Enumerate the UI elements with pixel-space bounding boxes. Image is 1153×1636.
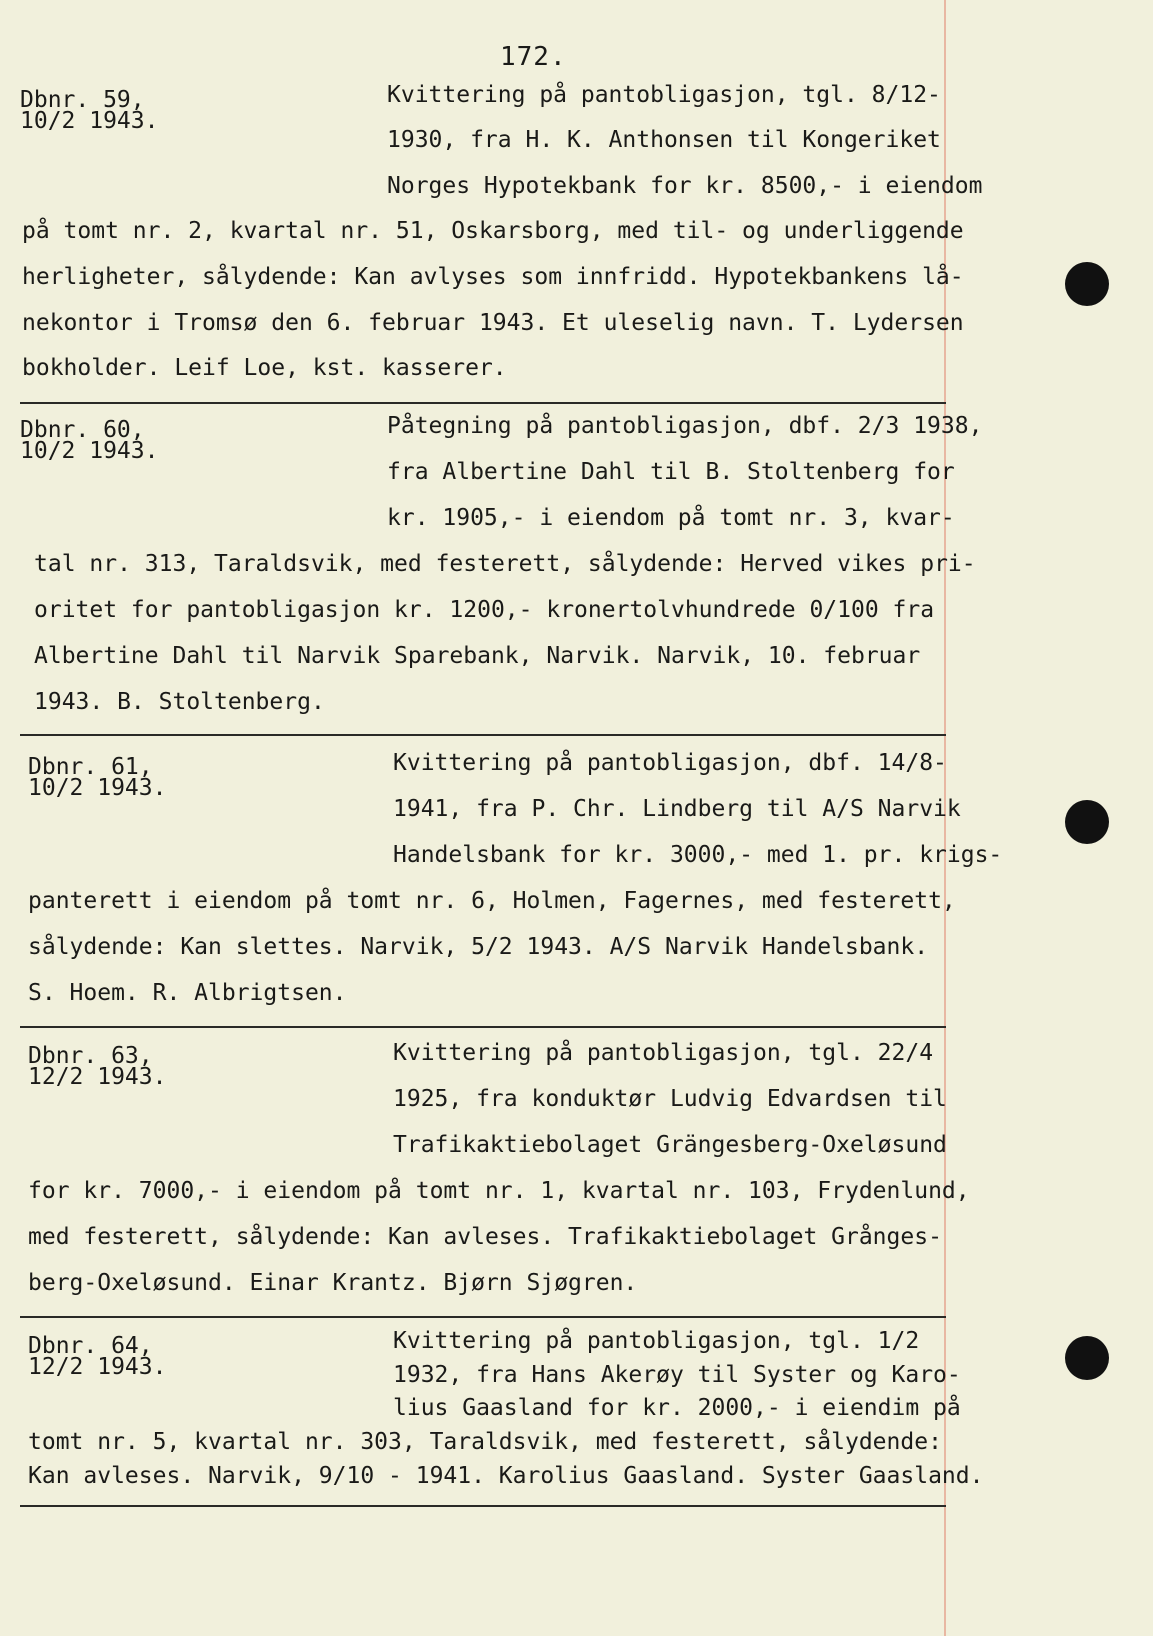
entry-line: nekontor i Tromsø den 6. februar 1943. Et uleselig navn. T. Lydersen <box>22 310 964 336</box>
entry-line: kr. 1905,- i eiendom på tomt nr. 3, kvar- <box>387 505 955 531</box>
entry-line: oritet for pantobligasjon kr. 1200,- kronertolvhundrede 0/100 fra <box>34 597 935 623</box>
entry-date: 10/2 1943. <box>20 108 159 134</box>
entry-line: lius Gaasland for kr. 2000,- i eiendim på <box>393 1395 961 1421</box>
page-number: 172. <box>500 42 567 72</box>
entry-ref <box>20 417 159 464</box>
entry-line: S. Hoem. R. Albrigtsen. <box>28 980 347 1006</box>
entry-line: berg-Oxeløsund. Einar Krantz. Bjørn Sjøgren. <box>28 1270 638 1296</box>
entry-ref <box>28 754 167 801</box>
entry-ref <box>28 1333 167 1380</box>
entry-line: Albertine Dahl til Narvik Sparebank, Narvik. Narvik, 10. februar <box>34 643 921 669</box>
entry-line: Kan avleses. Narvik, 9/10 - 1941. Karolius Gaasland. Syster Gaasland. <box>28 1463 984 1489</box>
entry-line: med festerett, sålydende: Kan avleses. Trafikaktiebolaget Grånges- <box>28 1224 942 1250</box>
entry-line: Trafikaktiebolaget Grängesberg-Oxeløsund <box>393 1132 947 1158</box>
entry-ref <box>28 1043 167 1090</box>
entry-separator <box>20 402 946 404</box>
entry-line: Kvittering på pantobligasjon, dbf. 14/8- <box>393 750 947 776</box>
punch-hole <box>1065 800 1109 844</box>
entry-line: Norges Hypotekbank for kr. 8500,- i eiendom <box>387 173 983 199</box>
entry-line: 1932, fra Hans Akerøy til Syster og Karo- <box>393 1362 961 1388</box>
entry-line: tal nr. 313, Taraldsvik, med festerett, sålydende: Herved vikes pri- <box>34 551 976 577</box>
entry-date: 12/2 1943. <box>28 1064 167 1090</box>
entry-line: panterett i eiendom på tomt nr. 6, Holmen, Fagernes, med festerett, <box>28 888 956 914</box>
entry-line: 1941, fra P. Chr. Lindberg til A/S Narvik <box>393 796 961 822</box>
entry-line: fra Albertine Dahl til B. Stoltenberg for <box>387 459 955 485</box>
entry-line: Kvittering på pantobligasjon, tgl. 1/2 <box>393 1328 920 1354</box>
entry-number: Dbnr. 61, <box>28 754 153 780</box>
entry-ref <box>20 87 159 134</box>
entry-line: Handelsbank for kr. 3000,- med 1. pr. krigs- <box>393 842 1003 868</box>
entry-line: Påtegning på pantobligasjon, dbf. 2/3 1938, <box>387 413 983 439</box>
entry-line: 1930, fra H. K. Anthonsen til Kongeriket <box>387 127 941 153</box>
punch-hole <box>1065 1336 1109 1380</box>
entry-date: 10/2 1943. <box>20 438 159 464</box>
entry-line: 1925, fra konduktør Ludvig Edvardsen til <box>393 1086 947 1112</box>
entry-line: for kr. 7000,- i eiendom på tomt nr. 1, kvartal nr. 103, Frydenlund, <box>28 1178 970 1204</box>
entry-separator <box>20 1316 946 1318</box>
punch-hole <box>1065 262 1109 306</box>
entry-number: Dbnr. 59, <box>20 87 145 113</box>
entry-date: 12/2 1943. <box>28 1354 167 1380</box>
entry-line: 1943. B. Stoltenberg. <box>34 689 325 715</box>
entry-line: bokholder. Leif Loe, kst. kasserer. <box>22 355 507 381</box>
entry-line: Kvittering på pantobligasjon, tgl. 8/12- <box>387 82 941 108</box>
entry-line: tomt nr. 5, kvartal nr. 303, Taraldsvik, med festerett, sålydende: <box>28 1429 942 1455</box>
entry-number: Dbnr. 63, <box>28 1043 153 1069</box>
entry-separator <box>20 1505 946 1507</box>
entry-separator <box>20 734 946 736</box>
entry-number: Dbnr. 60, <box>20 417 145 443</box>
entry-line: på tomt nr. 2, kvartal nr. 51, Oskarsborg, med til- og underliggende <box>22 218 964 244</box>
entry-separator <box>20 1026 946 1028</box>
entry-line: sålydende: Kan slettes. Narvik, 5/2 1943. A/S Narvik Handelsbank. <box>28 934 929 960</box>
entry-line: Kvittering på pantobligasjon, tgl. 22/4 <box>393 1040 934 1066</box>
entry-date: 10/2 1943. <box>28 775 167 801</box>
entry-number: Dbnr. 64, <box>28 1333 153 1359</box>
entry-line: herligheter, sålydende: Kan avlyses som innfridd. Hypotekbankens lå- <box>22 264 964 290</box>
